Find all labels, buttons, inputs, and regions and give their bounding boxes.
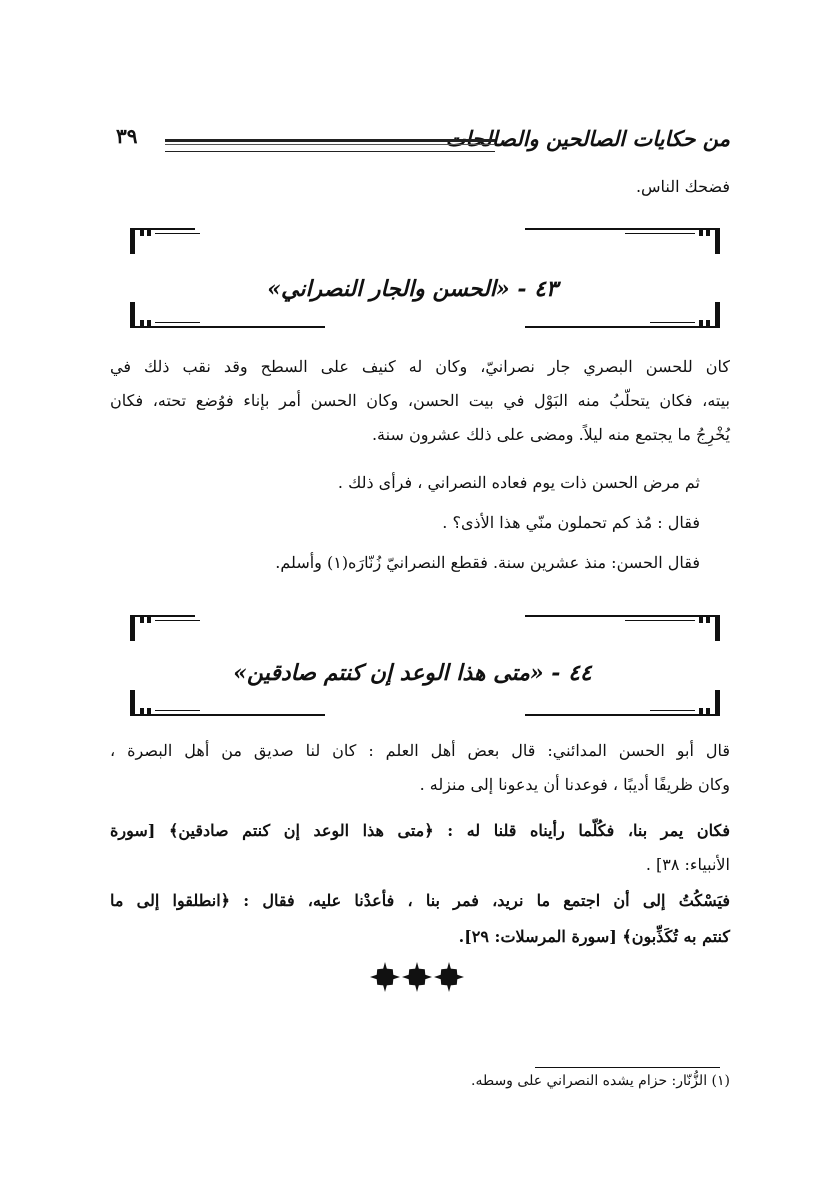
frame-top-left <box>130 228 320 254</box>
story-44-line-2: وكان ظريفًا أديبًا ، فوعدنا أن يدعونا إلى منزله . <box>419 775 730 794</box>
story-44-line-3: فكان يمر بنا، فكُلّما رأيناه قلنا له : ﴿متى هذا الوعد إن كنتم صادقين﴾ [سورة <box>110 821 730 840</box>
story-44-title: ٤٤ - «متى هذا الوعد إن كنتم صادقين» <box>233 660 592 686</box>
story-44-line-1: قال أبو الحسن المدائني: قال بعض أهل العلم : كان لنا صديق من أهل البصرة ، <box>110 741 731 760</box>
frame-bottom-right <box>530 302 720 328</box>
header-rule <box>165 139 495 152</box>
frame-bottom-left <box>130 302 320 328</box>
story-43-line-1: كان للحسن البصري جار نصرانيّ، وكان له كنيف على السطح وقد نقب ذلك في <box>110 357 730 376</box>
story-44-line-5: فيَسْكُتُ إلى أن اجتمع ما نريد، فمر بنا ، فأعدْنا عليه، فقال : ﴿انطلقوا إلى ما <box>110 891 730 910</box>
story-44-line-4: الأنبياء: ٣٨] . <box>645 855 730 874</box>
footnote: (١) الزُّنّار: حزام يشده النصراني على وسطه. <box>471 1073 730 1089</box>
story-43-line-3: يُخْرِجُ ما يجتمع منه ليلاً. ومضى على ذلك عشرون سنة. <box>371 425 730 444</box>
frame-top-left <box>130 615 320 641</box>
frame-bottom-left <box>130 690 320 716</box>
story-43-line-4: ثم مرض الحسن ذات يوم فعاده النصراني ، فرأى ذلك . <box>337 473 700 492</box>
story-43-line-5: فقال : مُذ كم تحملون منّي هذا الأذى؟ . <box>442 513 700 532</box>
intro-line: فضحك الناس. <box>635 177 730 196</box>
footnote-rule <box>535 1067 720 1068</box>
ornament-stars-icon <box>370 962 465 992</box>
frame-top-right <box>530 615 720 641</box>
story-43-line-6: فقال الحسن: منذ عشرين سنة. فقطع النصرانيّ زُنّارَه(١) وأسلم. <box>275 553 700 572</box>
story-44-line-6: كنتم به تُكَذِّبون﴾ [سورة المرسلات: ٢٩]. <box>458 927 730 946</box>
story-43-title: ٤٣ - «الحسن والجار النصراني» <box>267 276 558 302</box>
frame-bottom-right <box>530 690 720 716</box>
frame-top-right <box>530 228 720 254</box>
running-title: من حكايات الصالحين والصالحات <box>445 126 730 151</box>
page-number: ٣٩ <box>116 124 138 148</box>
story-43-line-2: بيته، فكان يتحلّبُ منه البَوْل في بيت الحسن، وكان الحسن أمر بإناء فوُضع تحته، فكان <box>110 391 730 410</box>
